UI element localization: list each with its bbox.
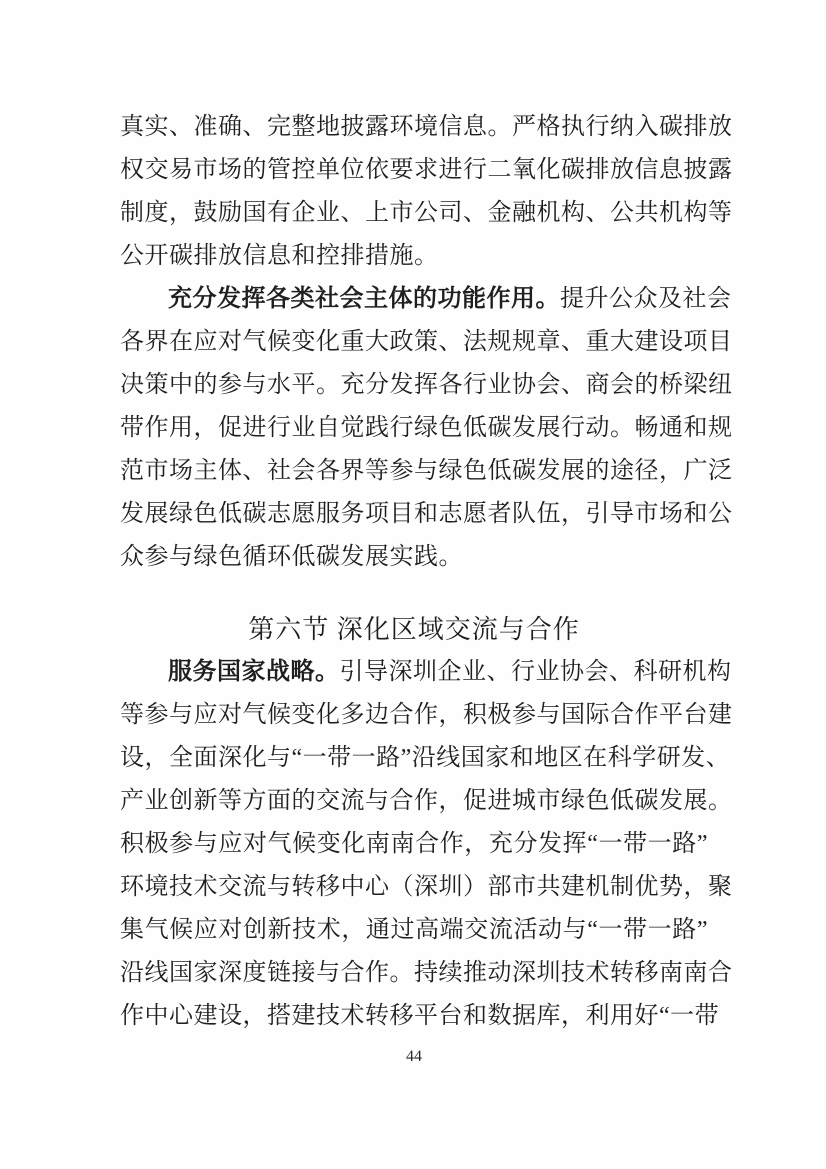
body-text-line: 集气候应对创新技术，通过高端交流活动与“一带一路”: [120, 917, 708, 943]
body-text-line: [120, 278, 732, 321]
body-text-line: 带作用，促进行业自觉践行绿色低碳发展行动。畅通和规: [120, 415, 733, 441]
paragraph-social-actors: [120, 278, 733, 579]
body-text-line: 等参与应对气候变化多边合作，积极参与国际合作平台建: [120, 702, 733, 728]
paragraph-national-strategy: [120, 651, 733, 1038]
body-text-line: 产业创新等方面的交流与合作，促进城市绿色低碳发展。: [120, 788, 733, 814]
section-heading: 第六节 深化区域交流与合作: [248, 615, 580, 644]
paragraph-disclosure: [120, 106, 733, 278]
body-text-line: 发展绿色低碳志愿服务项目和志愿者队伍，引导市场和公: [120, 501, 733, 527]
body-text-line: 作中心建设，搭建技术转移平台和数据库，利用好“一带: [120, 1003, 720, 1029]
body-text-line: 决策中的参与水平。充分发挥各行业协会、商会的桥梁纽: [120, 372, 733, 398]
page-number: 44: [406, 1048, 422, 1065]
body-text-line: [120, 651, 732, 694]
body-text-line: 权交易市场的管控单位依要求进行二氧化碳排放信息披露: [120, 157, 733, 183]
body-text-line: 沿线国家深度链接与合作。持续推动深圳技术转移南南合: [120, 960, 733, 986]
paragraph-lead-bold: 充分发挥各类社会主体的功能作用。: [168, 286, 560, 312]
paragraph-lead-rest: 引导深圳企业、行业协会、科研机构: [339, 659, 732, 685]
body-text-line: 制度，鼓励国有企业、上市公司、金融机构、公共机构等: [120, 200, 733, 226]
paragraph-lead-bold: 服务国家战略。: [168, 659, 340, 685]
body-text-line: 各界在应对气候变化重大政策、法规规章、重大建设项目: [120, 329, 733, 355]
body-text-line: 公开碳排放信息和控排措施。: [120, 243, 439, 269]
paragraph-lead-rest: 提升公众及社会: [560, 286, 732, 312]
body-text-line: 环境技术交流与转移中心（深圳）部市共建机制优势，聚: [120, 874, 733, 900]
body-text-line: 积极参与应对气候变化南南合作，充分发挥“一带一路”: [120, 831, 708, 857]
body-text-line: 范市场主体、社会各界等参与绿色低碳发展的途径，广泛: [120, 458, 733, 484]
body-text-line: 众参与绿色循环低碳发展实践。: [120, 544, 463, 570]
body-text-line: 设，全面深化与“一带一路”沿线国家和地区在科学研发、: [120, 745, 731, 771]
body-text-line: 真实、准确、完整地披露环境信息。严格执行纳入碳排放: [120, 114, 733, 140]
page-body: [120, 106, 733, 1038]
